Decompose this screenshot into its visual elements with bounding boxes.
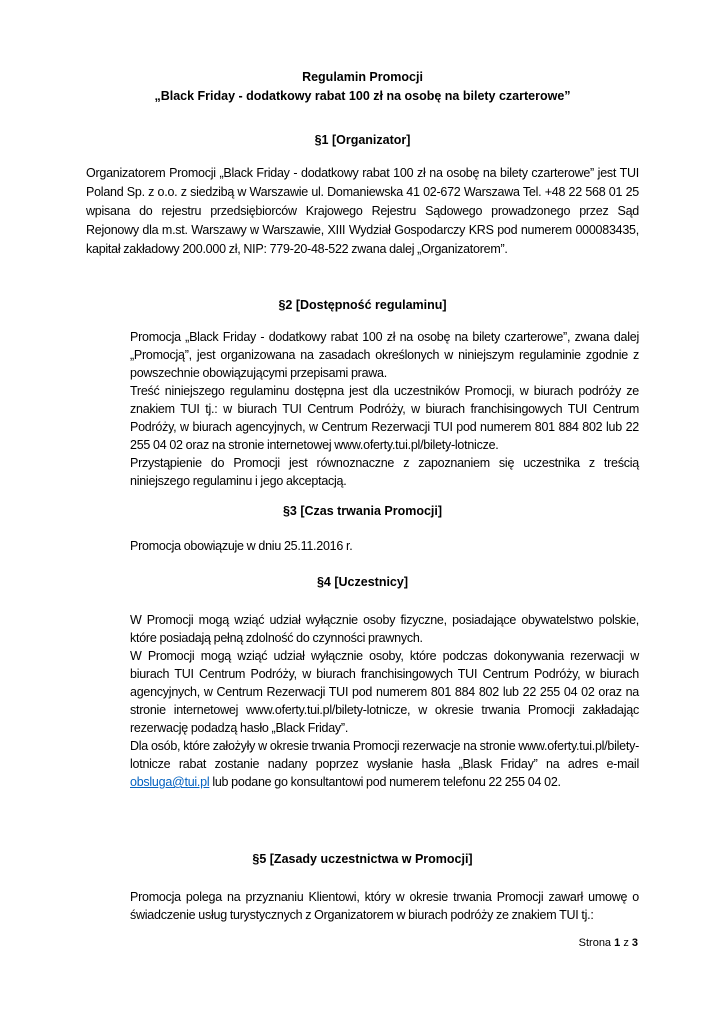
section-4-list [0, 611, 639, 791]
list-item [0, 382, 639, 454]
section-4-heading: §4 [Uczestnicy] [316, 575, 408, 589]
section-5-list [0, 888, 639, 924]
item-text-end: lub podane go konsultantowi pod numerem telefonu 22 255 04 02. [209, 775, 561, 789]
item-text: W Promocji mogą wziąć udział wyłącznie osoby fizyczne, posiadające obywatelstwo polskie, które posiadają pełną zdolność do czynności prawnych. [130, 613, 639, 645]
email-link[interactable]: obsluga@tui.pl [130, 775, 210, 789]
item-text-start: Dla osób, które założyły w okresie trwania Promocji rezerwacje na stronie www.oferty.tui.pl/bilety-lotnicze rabat zostanie nadany poprzez wysłanie hasła „Blask Friday” na adres e-mail [130, 739, 639, 771]
section-1-text: Organizatorem Promocji „Black Friday - dodatkowy rabat 100 zł na osobę na bilety czarterowe” jest TUI Poland Sp. z o.o. z siedzibą w Warszawie ul. Domaniewska 41 02-672 Warszawa Tel. +48 22 568 01 25 wpisana do rejestru przedsiębiorców Krajowego Rejestru Sądowego prowadzonego przez Sąd Rejonowy dla m.st. Warszawy w Warszawie, XIII Wydział Gospodarczy KRS pod numerem 000083435, kapitał zakładowy 200.000 zł, NIP: 779-20-48-522 zwana dalej „Organizatorem”. [86, 166, 639, 256]
item-text: Promocja polega na przyznaniu Klientowi, który w okresie trwania Promocji zawarł umowę o świadczenie usług turystycznych z Organizatorem w biurach podróży ze znakiem TUI tj.: [130, 890, 639, 922]
list-item [0, 647, 639, 737]
list-item [0, 454, 639, 490]
footer-label: Strona [578, 937, 612, 949]
section-5-heading: §5 [Zasady uczestnictwa w Promocji] [252, 852, 473, 866]
list-item [0, 611, 639, 647]
item-text: Treść niniejszego regulaminu dostępna jest dla uczestników Promocji, w biurach podróży ze znakiem TUI tj.: w biurach TUI Centrum Podróży, w biurach franchisingowych TUI Centrum Podróży, w biurach agencyjnych, w Centrum Rezerwacji TUI pod numerem 801 884 802 lub 22 255 04 02 oraz na stronie internetowej www.oferty.tui.pl/bilety-lotnicze. [130, 384, 639, 452]
section-2-list [0, 328, 639, 490]
footer-separator: z [623, 937, 629, 949]
section-3-heading: §3 [Czas trwania Promocji] [282, 504, 443, 518]
item-text: Promocja obowiązuje w dniu 25.11.2016 r. [130, 539, 353, 553]
page-footer [579, 936, 638, 950]
section-2-heading: §2 [Dostępność regulaminu] [278, 298, 447, 312]
section-1-heading: §1 [Organizator] [314, 133, 411, 147]
footer-page-total: 3 [631, 937, 638, 949]
list-item [0, 537, 639, 555]
document-title [0, 68, 725, 106]
footer-page-number: 1 [614, 937, 621, 949]
item-text: Promocja „Black Friday - dodatkowy rabat 100 zł na osobę na bilety czarterowe”, zwana dalej „Promocją”, jest organizowana na zasadach określonych w niniejszym regulaminie zgodnie z powszechnie obowiązującymi przepisami prawa. [130, 330, 639, 380]
item-text: Przystąpienie do Promocji jest równoznaczne z zapoznaniem się uczestnika z treścią niniejszego regulaminu i jego akceptacją. [130, 456, 639, 488]
list-item [0, 737, 639, 791]
item-text: W Promocji mogą wziąć udział wyłącznie osoby, które podczas dokonywania rezerwacji w biurach TUI Centrum Podróży, w biurach franchisingowych TUI Centrum Podróży, w biurach agencyjnych, w Centrum Rezerwacji TUI pod numerem 801 884 802 lub 22 255 04 02 oraz na stronie internetowej www.oferty.tui.pl/bilety-lotnicze, w okresie trwania Promocji zakładając rezerwację podadzą hasło „Black Friday”. [130, 649, 639, 735]
section-3-list [0, 537, 639, 555]
list-item [0, 328, 639, 382]
list-item [0, 888, 639, 924]
title-line-1: Regulamin Promocji [302, 70, 423, 84]
title-line-2: „Black Friday - dodatkowy rabat 100 zł na osobę na bilety czarterowe” [154, 89, 571, 103]
